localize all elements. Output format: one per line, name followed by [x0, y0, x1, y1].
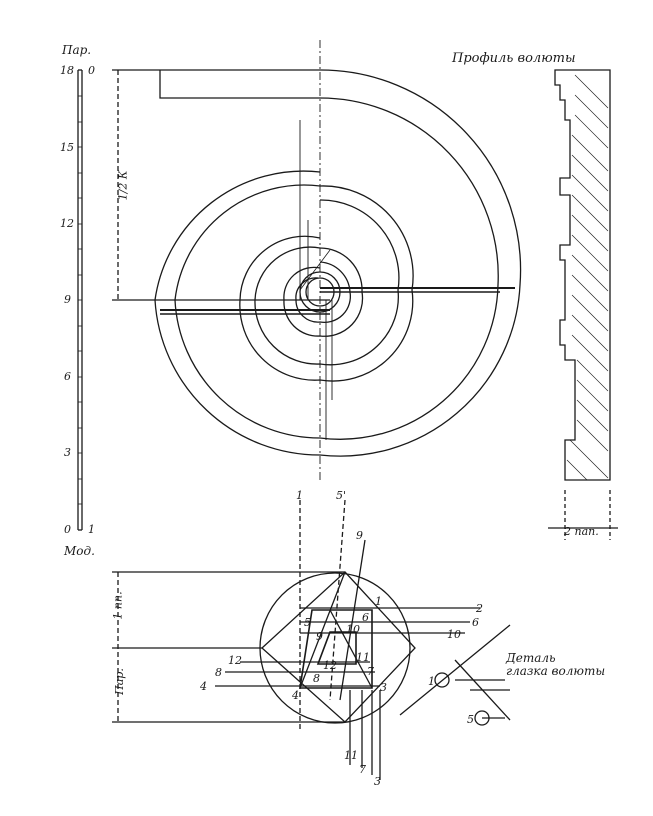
eye-label-11-inner: 11 — [356, 651, 370, 664]
eye-label-4-left: 4 — [200, 680, 207, 693]
eye-label-2-right: 2 — [476, 602, 483, 615]
eye-label-9-top: 9 — [356, 529, 363, 542]
eye-label-10-right: 10 — [447, 628, 461, 641]
eye-label-6-right: 6 — [472, 616, 479, 629]
profile-section — [548, 70, 618, 540]
eye-label-2-top: 1 — [375, 595, 382, 608]
detail-title — [506, 652, 605, 678]
eye-height-label-bottom: Пар. — [112, 668, 126, 695]
scale-tick-right-0: 0 — [88, 64, 95, 77]
eye-label-4-inner: 4 — [292, 689, 299, 702]
eye-label-6: 6 — [362, 611, 369, 624]
eye-label-5p-top: 5' — [336, 489, 347, 502]
eye-label-7-bottom: 7 — [359, 763, 366, 776]
eye-label-9: 9 — [316, 630, 323, 643]
eye-label-3-bottom: 3 — [374, 775, 381, 788]
eye-height-label-top: 1 пп. — [111, 591, 125, 620]
scale-bar — [78, 70, 82, 530]
scale-bottom-label: Мод. — [64, 544, 95, 558]
scale-tick-9: 9 — [64, 293, 71, 306]
eye-label-8-inner: 8 — [313, 672, 320, 685]
scale-tick-3: 3 — [64, 446, 71, 459]
eye-label-7-inner: 7 — [367, 665, 374, 678]
eye-label-10: 10 — [346, 623, 360, 636]
eye-label-11-bottom: 11 — [344, 749, 358, 762]
scale-tick-6: 6 — [64, 370, 71, 383]
scale-top-label: Пар. — [62, 43, 92, 57]
scale-tick-15: 15 — [60, 141, 74, 154]
scale-tick-18: 18 — [60, 64, 74, 77]
eye-label-8-left: 8 — [215, 666, 222, 679]
profile-width-label: 2 пап. — [564, 525, 599, 538]
scale-tick-12: 12 — [60, 217, 74, 230]
scale-tick-0: 0 — [64, 523, 71, 536]
eye-label-1-top: 1 — [296, 489, 303, 502]
eye-label-12-inner: 12 — [323, 659, 337, 672]
eye-construction — [112, 500, 480, 780]
scale-tick-right-1: 1 — [88, 523, 95, 536]
eye-label-12-left: 12 — [228, 654, 242, 667]
detail-label-5: 5 — [467, 713, 474, 726]
eye-label-5: 5 — [304, 616, 311, 629]
spiral-height-label: 1/2 К — [116, 170, 130, 201]
detail-title-line1: Деталь — [506, 651, 556, 665]
profile-title: Профиль волюты — [452, 51, 576, 66]
detail-label-1: 1 — [428, 675, 435, 688]
eye-label-3-right: 3 — [380, 681, 387, 694]
detail-title-line2: глазка волюты — [506, 664, 606, 679]
